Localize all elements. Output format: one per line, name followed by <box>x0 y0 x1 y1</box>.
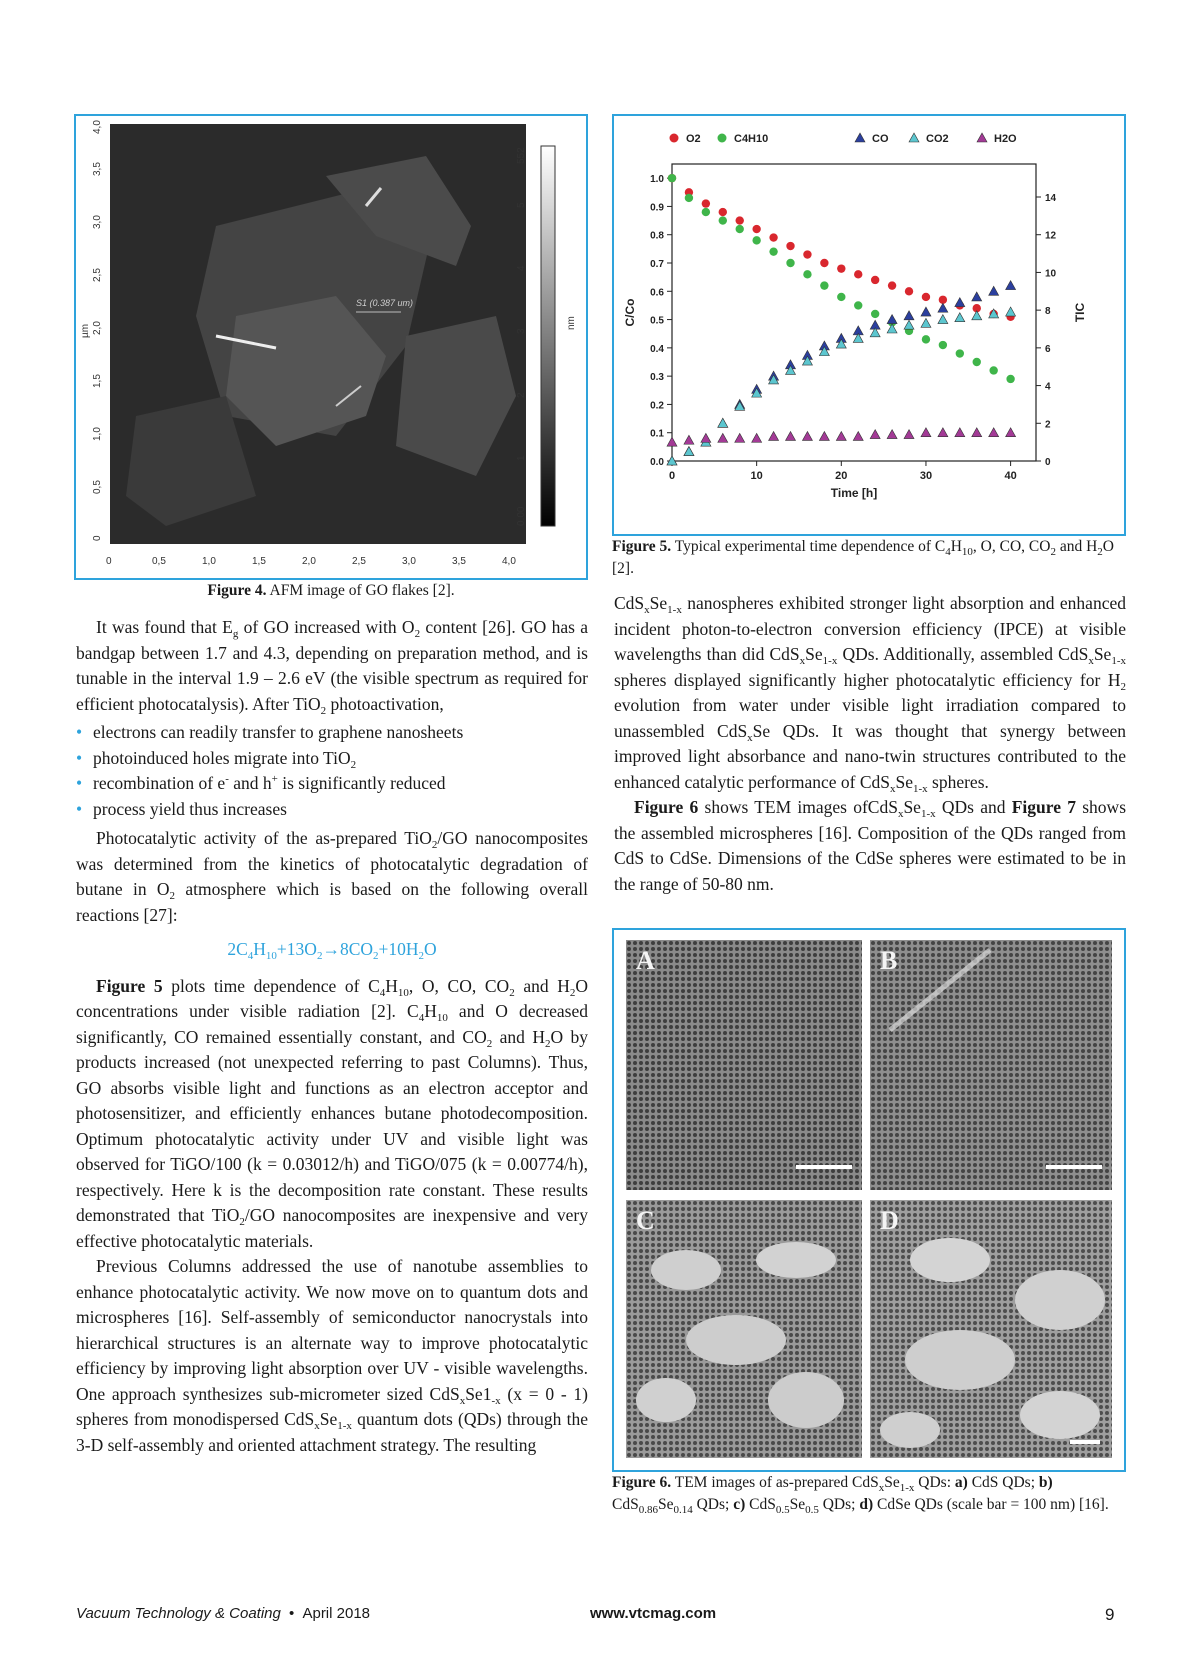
scale-bar <box>1070 1440 1100 1444</box>
afm-image <box>76 116 586 578</box>
data-point <box>905 287 913 295</box>
afm-scale-top: 552 <box>516 147 527 164</box>
figure5-chart <box>614 116 1124 534</box>
data-point <box>803 250 811 258</box>
page-number: 9 <box>1105 1605 1115 1624</box>
y2-tick-label: 14 <box>1045 193 1057 204</box>
figure4-caption-label: Figure 4. <box>207 582 267 599</box>
scale-bar <box>796 1165 852 1169</box>
data-point <box>820 259 828 267</box>
data-point <box>853 431 863 440</box>
y-tick-label: 0.7 <box>650 259 664 270</box>
y-axis-label: C/Co <box>623 298 637 327</box>
legend-marker <box>855 133 865 142</box>
x-axis-label: Time [h] <box>830 486 878 500</box>
legend-label: C4H10 <box>734 133 769 145</box>
footer-journal <box>76 1605 370 1622</box>
y-tick-label: 0.6 <box>650 287 664 299</box>
left-column <box>76 615 588 1458</box>
data-point <box>871 276 879 284</box>
data-point <box>938 428 948 437</box>
afm-scale-bottom: 0.00 <box>516 506 527 526</box>
data-point <box>921 428 931 437</box>
afm-y-tick: 3,5 <box>92 162 103 176</box>
reaction-equation: $2C_4H_{10}+13O_2\to 8CO_2+10H_2O$ <box>227 939 437 962</box>
figure6-caption: Figure 6. TEM images of as-prepared $CdS_xSe_{1-x}$ QDs: a) CdS QDs; b) $CdS_{0.86}Se_{0.14}$ QDs; c) $CdS_{0.5}Se_{0.5}$ QDs; d) CdSe QDs (scale bar = 100 nm) [16]. <box>612 1474 1109 1516</box>
afm-y-tick: 0 <box>92 535 103 541</box>
data-point <box>786 431 796 440</box>
data-point <box>803 270 811 278</box>
afm-scale-tick: 1 <box>516 455 527 461</box>
data-point <box>854 270 862 278</box>
data-point <box>1006 281 1016 290</box>
y-tick-label: 0.2 <box>650 400 664 412</box>
legend-marker <box>718 134 727 143</box>
list-item: • photoinduced holes migrate into TiO$_2$ <box>76 746 588 772</box>
data-point <box>718 418 728 427</box>
y2-tick-label: 8 <box>1045 306 1051 318</box>
data-point <box>802 431 812 440</box>
data-point <box>888 281 896 289</box>
data-point <box>955 428 965 437</box>
data-point <box>887 324 897 333</box>
figure5-caption: Figure 5. Typical experimental time dependence of $C_4H_{10}$, O, CO, $CO_2$ and $H_2O$ [2]. <box>612 538 1114 577</box>
left-paragraph-3: Figure 5 plots time dependence of $C_4H_{10}$, O, CO, $CO_2$ and $H_2O$ concentrations under visible radiation [2]. $C_4H_{10}$ and O decreased significantly, CO remained essentially constant, and $CO_2$ and $H_2O$ by products increased (not unexpected referring to past Columns). Thus, GO absorbs visible light and functions as an electron acceptor and photosensitizer, and efficiently enhances butane photodecomposition. Optimum photocatalytic activity under UV and visible light was observed for TiGO/100 (k = 0.03012/h) and TiGO/075 (k = 0.00774/h), respectively. Here k is the decomposition rate constant. These results demonstrated that TiO$_2$/GO nanocomposites are inexpensive and very effective photocatalytic materials. <box>76 975 589 1251</box>
afm-axis-unit: µm <box>80 323 91 338</box>
afm-x-tick: 0 <box>106 556 112 567</box>
data-point <box>837 293 845 301</box>
data-point <box>769 233 777 241</box>
data-point <box>921 307 931 316</box>
data-point <box>904 430 914 439</box>
data-point <box>1006 307 1016 316</box>
data-point <box>667 437 677 446</box>
figure6-frame <box>612 928 1126 1472</box>
data-point <box>871 310 879 318</box>
x-tick-label: 40 <box>1004 470 1017 482</box>
legend-label: CO <box>872 133 889 145</box>
panel-label: A <box>636 946 655 975</box>
list-item: • process yield thus increases <box>76 797 588 823</box>
tem-panel-c <box>626 1200 862 1458</box>
data-point <box>836 431 846 440</box>
afm-y-tick: 1,5 <box>92 374 103 388</box>
list-item: • recombination of e- and h+ is significantly reduced <box>76 771 588 797</box>
data-point <box>922 293 930 301</box>
afm-scale-tick: 5 <box>516 202 527 208</box>
x-tick-label: 20 <box>835 470 848 482</box>
data-point <box>820 281 828 289</box>
data-point <box>736 225 744 233</box>
figure4-frame <box>74 114 588 580</box>
data-point <box>955 298 965 307</box>
data-point <box>972 311 982 320</box>
left-paragraph-4: Previous Columns addressed the use of nanotube assemblies to enhance photocatalytic activity. We now move on to quantum dots and microspheres [16]. Self-assembly of semiconductor nanocrystals into hierarchical structures is an alternate way to improve photocatalytic efficiency by improving light absorption over UV - visible wavelengths. One approach synthesizes sub-micrometer sized $CdS_xSe1_{-x}$ (x = 0 - 1) spheres from monodispersed $CdS_xSe_{1-x}$ quantum dots (QDs) through the 3-D self-assembly and oriented attachment strategy. The resulting <box>76 1256 588 1455</box>
panel-label: B <box>880 946 898 975</box>
data-point <box>668 174 676 182</box>
data-point <box>752 433 762 442</box>
legend-label: H2O <box>994 133 1017 145</box>
data-point <box>904 311 914 320</box>
data-point <box>989 366 997 374</box>
afm-y-tick: 4,0 <box>92 120 103 134</box>
afm-x-tick: 1,0 <box>202 556 216 567</box>
afm-scale-unit: nm <box>566 316 577 330</box>
data-point <box>819 431 829 440</box>
y-tick-label: 0.0 <box>650 457 664 468</box>
figure5-frame <box>612 114 1126 536</box>
afm-y-tick: 2,5 <box>92 268 103 282</box>
y-tick-label: 1.0 <box>650 174 664 186</box>
data-point <box>719 216 727 224</box>
afm-x-tick: 0,5 <box>152 556 166 567</box>
afm-y-tick: 0,5 <box>92 480 103 494</box>
left-paragraph-1: It was found that $E_g$ of GO increased with $O_2$ content [26]. GO has a bandgap between 1.7 and 4.3, depending on preparation method, and is tunable in the interval 1.9 – 2.6 eV (the visible spectrum as required for efficient photocatalysis). After TiO$_2$ photoactivation, <box>76 617 588 717</box>
x-tick-label: 10 <box>750 470 763 482</box>
y2-tick-label: 0 <box>1045 457 1051 468</box>
footer-journal-name: Vacuum Technology & Coating <box>76 1605 281 1622</box>
x-tick-label: 0 <box>668 470 676 482</box>
tem-panel-d <box>870 1200 1112 1458</box>
data-point <box>837 264 845 272</box>
y2-tick-label: 6 <box>1045 343 1051 355</box>
y-tick-label: 0.5 <box>650 315 664 327</box>
data-point <box>939 341 947 349</box>
legend-marker <box>909 133 919 142</box>
panel-label: D <box>880 1206 899 1235</box>
y2-tick-label: 10 <box>1045 268 1057 280</box>
data-point <box>854 301 862 309</box>
data-point <box>735 433 745 442</box>
afm-scale-tick: 2 <box>516 392 527 398</box>
afm-x-tick: 4,0 <box>502 556 516 567</box>
data-point <box>973 358 981 366</box>
data-point <box>989 428 999 437</box>
x-tick-label: 30 <box>919 470 933 482</box>
right-column <box>614 591 1126 897</box>
afm-measurement: S1 (0.387 um) <box>356 298 414 308</box>
afm-y-tick: 1,0 <box>92 427 103 441</box>
data-point <box>752 236 760 244</box>
data-point <box>938 315 948 324</box>
data-point <box>972 292 982 301</box>
data-point <box>956 349 964 357</box>
right-paragraph-1: $CdS_xSe_{1-x}$ nanospheres exhibited stronger light absorption and enhanced incident photon-to-electron conversion efficiency (IPCE) at visible wavelengths than did $CdS_xSe_{1-x}$ QDs. Additionally, assembled $CdS_xSe_{1-x}$ spheres displayed significantly higher photocatalytic efficiency for $H_2$ evolution from water under visible light irradiation compared to unassembled CdS$_x$Se QDs. It was thought that synergy between improved light absorbance and nano-twin structures contributed to the enhanced catalytic performance of $CdS_xSe_{1-x}$ spheres. <box>614 593 1126 795</box>
bullet-list <box>76 720 588 822</box>
data-point <box>921 318 931 327</box>
legend-marker <box>977 133 987 142</box>
panel-label: C <box>636 1206 655 1235</box>
legend-marker <box>670 134 679 143</box>
figure4-caption <box>74 580 588 602</box>
data-point <box>769 431 779 440</box>
legend-label: O2 <box>686 133 701 145</box>
data-point <box>1006 375 1014 383</box>
data-point <box>685 194 693 202</box>
legend-label: CO2 <box>926 133 949 145</box>
afm-y-tick: 2,0 <box>92 321 103 335</box>
data-point <box>736 216 744 224</box>
y-tick-label: 0.9 <box>650 202 664 214</box>
y2-tick-label: 2 <box>1045 419 1051 431</box>
data-point <box>887 430 897 439</box>
footer-separator: • <box>289 1605 295 1622</box>
data-point <box>989 286 999 295</box>
left-paragraph-2: Photocatalytic activity of the as-prepared TiO$_2$/GO nanocomposites was determined from the kinetics of photocatalytic degradation of butane in $O_2$ atmosphere which is based on the following overall reactions [27]: <box>76 828 588 925</box>
plot-frame <box>672 164 1036 461</box>
data-point <box>938 303 948 312</box>
right-paragraph-2: Figure 6 shows TEM images $ofCdS_xSe_{1-x}$ QDs and Figure 7 shows the assembled microspheres [16]. Composition of the QDs ranged from CdS to CdSe. Dimensions of the CdSe spheres were estimated to be in the range of 50-80 nm. <box>614 797 1127 894</box>
data-point <box>701 433 711 442</box>
figure4-caption-text: AFM image of GO flakes [2]. <box>269 582 455 599</box>
y2-tick-label: 4 <box>1045 381 1051 393</box>
footer-website[interactable]: www.vtcmag.com <box>590 1605 717 1622</box>
data-point <box>769 247 777 255</box>
afm-x-tick: 1,5 <box>252 556 266 567</box>
y-tick-label: 0.3 <box>650 372 664 384</box>
afm-x-tick: 3,0 <box>402 556 416 567</box>
afm-scale-tick: 3 <box>516 328 527 334</box>
y-tick-label: 0.4 <box>650 343 664 355</box>
afm-x-tick: 2,0 <box>302 556 316 567</box>
data-point <box>887 315 897 324</box>
data-point <box>752 225 760 233</box>
y2-tick-label: 12 <box>1045 230 1057 242</box>
y-tick-label: 0.1 <box>650 428 664 440</box>
y-tick-label: 0.8 <box>650 230 664 242</box>
data-point <box>786 242 794 250</box>
tem-panel-a <box>626 940 862 1190</box>
data-point <box>955 313 965 322</box>
data-point <box>786 259 794 267</box>
tem-panel-b <box>870 940 1112 1190</box>
y2-axis-label: TIC <box>1073 302 1087 323</box>
data-point <box>904 320 914 329</box>
data-point <box>1006 428 1016 437</box>
data-point <box>972 428 982 437</box>
data-point <box>702 199 710 207</box>
data-point <box>684 435 694 444</box>
data-point <box>719 208 727 216</box>
data-point <box>702 208 710 216</box>
afm-x-tick: 3,5 <box>452 556 466 567</box>
scale-bar <box>1046 1165 1102 1169</box>
footer-date: April 2018 <box>302 1605 371 1622</box>
afm-x-tick: 2,5 <box>352 556 366 567</box>
data-point <box>870 430 880 439</box>
data-point <box>922 335 930 343</box>
afm-scale-tick: 4 <box>516 265 527 271</box>
list-item: • electrons can readily transfer to graphene nanosheets <box>76 720 588 746</box>
data-point <box>718 433 728 442</box>
data-point <box>684 447 694 456</box>
afm-y-tick: 3,0 <box>92 215 103 229</box>
